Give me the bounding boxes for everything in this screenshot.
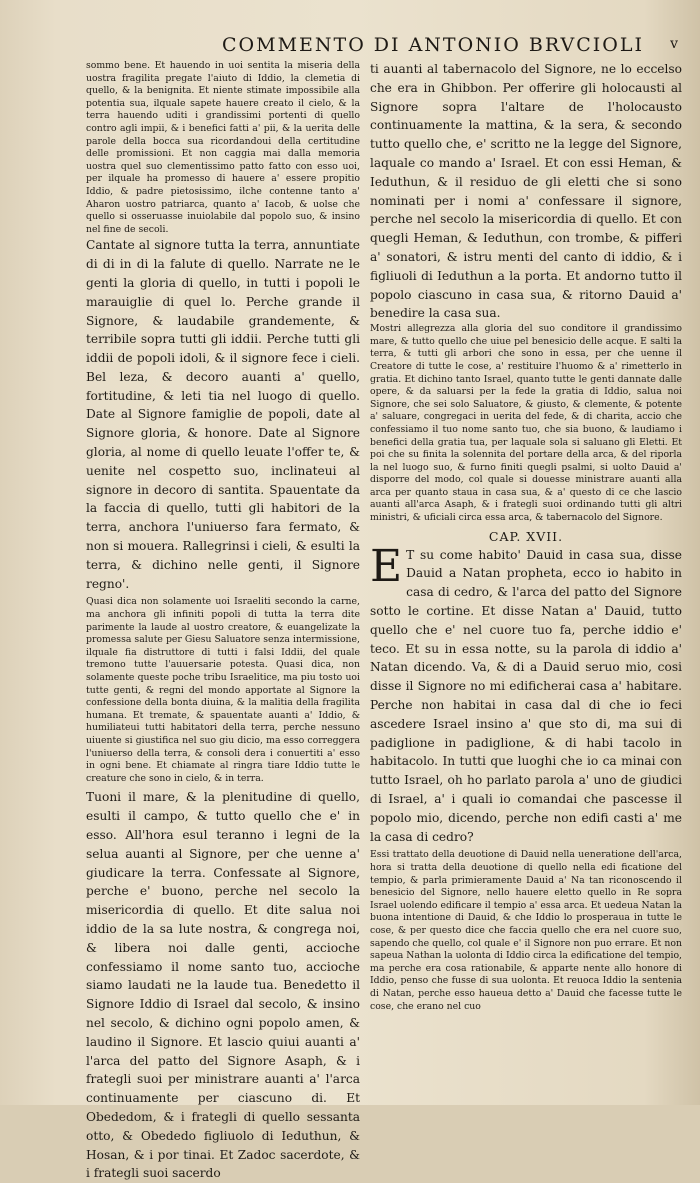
commentary-block: sommo bene. Et hauendo in uoi sentita la miseria della uostra fragilita pregate l'aiuto di Iddio, la clemetia di quello, & la benignita. Et niente stimate impossibile alla potentia sua, ilquale sapete hauere creato il cielo, & la terra hauendo uditi i grandissimi portenti di quello contro agli impii, & i benefici fatti a' pii, & la uerita delle parole della bocca sua ricordandoui della certitudine delle promissioni. Et non caggia mai dalla memoria uostra quel suo clementissimo patto fatto con esso uoi, per ilquale ha promesso di hauere a' essere propitio Iddio, & padre pietosissimo, ilche contenne tanto a' Aharon uostro patriarca, quanto a' Iacob, & uolse che quello si osseruasse inuiolabile dal popolo suo, & insino nel fine de secoli. (86, 60, 360, 235)
scripture-block: Tuoni il mare, & la plenitudine di quello, esulti il campo, & tutto quello che e' in esso. All'hora esul teranno i legni de la selua auanti al Signore, per che uenne a' giudicare la terra. Confessate al Signore, perche e' buono, perche nel secolo la misericordia di quello. Et dite salua noi iddio de la sa lute nostra, & congrega noi, & libera noi dalle genti, accioche confessiamo il nome santo tuo, accioche siamo laudati ne la laude tua. Benedetto il Signore Iddio di Israel dal secolo, & insino nel secolo, & dichino ogni popolo amen, & laudino il Signore. Et lascio quiui auanti a' l'arca del patto del Signore Asaph, & i frategli suoi per ministrare auanti a' l'arca continuamente per ciascuno di. Et Obededom, & i frategli di quello sessanta otto, & Obededo figliuolo di Ieduthun, & Hosan, & i por tinai. Et Zadoc sacerdote, & i frategli suoi sacerdo (86, 790, 360, 1181)
commentary-block: Quasi dica non solamente uoi Israeliti secondo la carne, ma anchora gli infiniti popoli di tutta la terra dite parimente la laude al uostro creatore, & euangelizate la promessa salute per Giesu Saluatore senza intermissione, ilquale fia distruttore di tutti i falsi Iddii, del quale tremono tutte l'auuersarie potesta. Quasi dica, non solamente queste poche tribu Israelitice, ma piu tosto uoi tutte genti, & regni del mondo apportate al Signore la confessione della bonta diuina, & la malitia della fragilita humana. Et tremate, & spauentate auanti a' Iddio, & humiliateui tutti habitatori della terra, perche nessuno uiuente si giustifica nel suo giu dicio, ma esso correggera l'uniuerso della terra, & consoli dera i conuertiti a' esso in ogni bene. Et chiamate al ringra tiare Iddio tutte le creature che sono in cielo, & in terra. (86, 596, 360, 784)
chapter-opening (370, 540, 682, 847)
running-head: COMMENTO DI ANTONIO BRVCIOLI (222, 34, 644, 56)
chapter-heading: CAP. XVII. (488, 528, 564, 544)
scripture-block: Cantate al signore tutta la terra, annuntiate di di in di la falute di quello. Narrate ne le genti la gloria di quello, in tutti i popoli le marauiglie di quel lo. Perche grande il Signore, & laudabile grandemente, & terribile sopra tutti gli iddii. Perche tutti gli iddii de popoli idoli, & il signore fece i cieli. Bel leza, & decoro auanti a' quello, fortitudine, & leti tia nel luogo di quello. Date al Signore famiglie de popoli, date al Signore gloria, & honore. Date al Signore gloria, al nome di quello leuate l'offer te, & uenite nel cospetto suo, inclinateui al signore in decoro di santita. Spauentate da la faccia di quello, tutti gli habitori de la terra, anchora l'uniuerso fara fermato, & non si mouera. Rallegrinsi i cieli, & esulti la terra, & dichino nelle genti, il Signore regno'. (86, 238, 360, 591)
commentary-block: Mostri allegrezza alla gloria del suo conditore il grandissimo mare, & tutto quello che uiue pel benesicio delle acque. E salti la terra, & tutti gli arbori che sono in essa, per che uenne il Creatore di tutte le cose, a' restituire l'huomo & a' rimetterlo in gratia. Et dichino tanto Israel, quanto tutte le genti dannate dalle opere, & da saluarsi per la fede la gratia di Iddio, salua noi Signore, che sei solo Saluatore, & giusto, & clemente, & potente a' saluare, congregaci in uerita del fede, & di charita, accio che confessiamo il tuo nome santo tuo, che sia buono, & laudiamo i benefici della gratia tua, per laquale sola si saluano gli Eletti. Et poi che su finita la solennita del portare della arca, & del riporla la nel luogo suo, & furno finiti quegli psalmi, si uolto Dauid a' disporre del modo, col quale si douesse ministrare auanti alla arca per quanto staua in casa sua, & a' questo di ce che lascio auanti all'arca Asaph, & i frategli suoi ordinando tutti gli altri ministri, & uficiali circa essa arca, & tabernacolo del Signore. (370, 323, 682, 524)
corner-mark: v (670, 36, 678, 52)
commentary-block: Essi trattato della deuotione di Dauid nella ueneratione dell'arca, hora si tratta della deuotione di quello nella edi ficatione del tempio, & parla primieramente Dauid a' Na tan riconoscendo il benesicio del Signore, nello hauere eletto quello in Re sopra Israel uolendo edificare il tempio a' essa arca. Et uedeua Natan la buona intentione di Dauid, & che Iddio lo prosperaua in tutte le cose, & per questo dice che faccia quello che era nel cuore suo, sapendo che quello, col quale e' il Signore non puo errare. Et non sapeua Nathan la uolonta di Iddio circa la edificatione del tempio, ma perche era cosa rationabile, & apparte nente allo honore di Iddio, penso che fusse di sua uolonta. Et reuoca Iddio la sentenia di Natan, perche esso haueua detto a' Dauid che facesse tutte le cose, che erano nel cuo (370, 849, 682, 1012)
chapter-opening-text: T su come habito' Dauid in casa sua, disse Dauid a Natan propheta, ecco io habito in casa di cedro, & l'arca del patto del Signore sotto le cortine. Et disse Natan a' Dauid, tutto quello che e' nel cuore tuo fa, perche iddio e' teco. Et su in essa notte, su la parola di iddio a' Natan dicendo. Va, & di a Dauid seruo mio, cosi disse il Signore no mi edificherai casa a' habitare. Perche non habitai in casa dal di che io feci ascedere Israel insino a' que sto di, ma sui di padiglione in padiglione, & di habi tacolo in habitacolo. In tutti que luoghi che io ca minai con tutto Israel, oh ho parlato parola a' uno de giudici di Israel, a' i quali io comandai che pascesse il popolo mio, dicendo, perche non edifi casti a' me la casa di cedro? (370, 547, 682, 844)
left-column (86, 60, 360, 1181)
right-column (370, 60, 682, 1085)
drop-cap: E (370, 540, 403, 592)
scripture-block: ti auanti al tabernacolo del Signore, ne lo eccelso che era in Ghibbon. Per offerire gli holocausti al Signore sopra l'altare de l'holocausto continuamente la mattina, & la sera, & secondo tutto quello che, e' scritto ne la legge del Signore, laquale co mando a' Israel. Et con essi Heman, & Ieduthun, & il residuo de gli eletti che si sono nominati per i nomi a' confessare il signore, perche nel secolo la misericordia di quello. Et con quegli Heman, & Ieduthun, con trombe, & pifferi a' sonatori, & istru menti del canto di iddio, & i figliuoli di Ieduthun a la porta. Et andorno tutto il popolo ciascuno in casa sua, & ritorno Dauid a' benedire la casa sua. (370, 62, 682, 321)
